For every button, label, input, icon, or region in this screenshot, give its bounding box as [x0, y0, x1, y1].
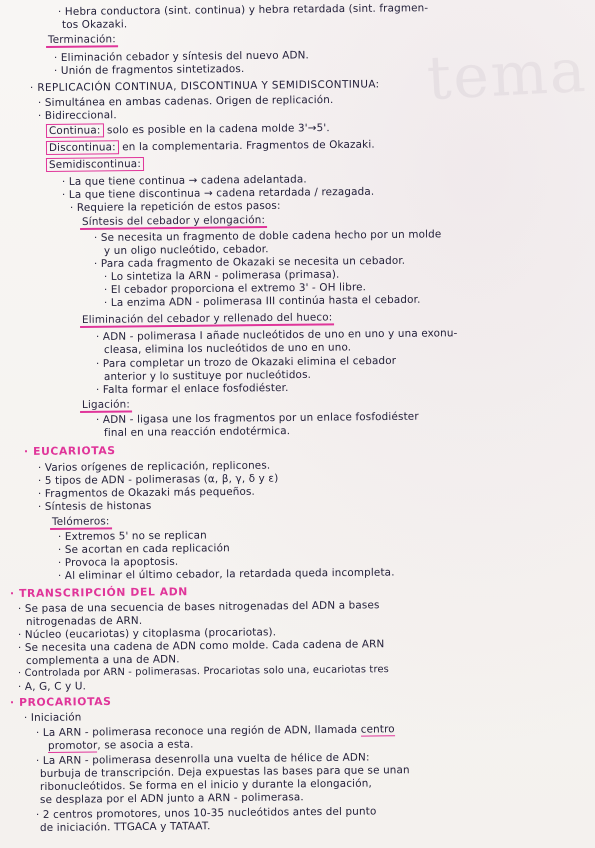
- line: nitrogenadas de ARN.: [25, 614, 143, 628]
- subheading-telomeros: Telómeros:: [50, 515, 112, 528]
- line: promotor, se asocia a esta.: [47, 738, 194, 752]
- line-semidiscontinua: [46, 158, 144, 171]
- line: · Requiere la repetición de estos pasos:: [69, 199, 281, 214]
- line: · A, G, C y U.: [17, 680, 87, 693]
- line: burbuja de transcripción. Deja expuestas las bases para que se unan: [39, 764, 410, 780]
- line: · Se necesita una cadena de ADN como molde. Cada cadena de ARN: [17, 638, 385, 654]
- line: se desplaza por el ADN junto a ARN - polimerasa.: [39, 791, 304, 806]
- section-eucariotas: · EUCARIOTAS: [23, 444, 116, 458]
- line: · Núcleo (eucariotas) y citoplasma (procariotas).: [17, 626, 277, 641]
- line: · Eliminación cebador y síntesis del nuevo ADN.: [53, 49, 310, 64]
- line: de iniciación. TTGACA y TATAAT.: [39, 820, 211, 834]
- line: · Extremos 5' no se replican: [57, 529, 207, 543]
- line: · Bidireccional.: [37, 109, 117, 122]
- line: · La que tiene continua → cadena adelantada.: [61, 173, 307, 188]
- line: · La enzima ADN - polimerasa III continúa hasta el cebador.: [103, 293, 421, 309]
- subheading-ligacion: Ligación:: [80, 398, 132, 411]
- line: · El cebador proporciona el extremo 3' - OH libre.: [103, 281, 367, 296]
- line: · Se acortan en cada replicación: [57, 542, 230, 556]
- line: cleasa, elimina los nucleótidos de uno en uno.: [103, 341, 352, 356]
- line-continua: Continua: solo es posible en la cadena molde 3'→5'.: [46, 122, 330, 137]
- bleed-through-text: tema: [424, 35, 589, 115]
- line: · Controlada por ARN - polimerasas. Procariotas solo una, eucariotas tres: [17, 664, 390, 679]
- line: · Al eliminar el último cebador, la retardada queda incompleta.: [57, 566, 395, 582]
- term-box: Semidiscontinua:: [46, 157, 144, 172]
- subheading-sintesis: Síntesis del cebador y elongación:: [80, 214, 267, 228]
- line: · Para cada fragmento de Okazaki se necesita un cebador.: [93, 254, 406, 270]
- subheading-iniciacion: · Iniciación: [23, 711, 82, 724]
- line: tos Okazaki.: [61, 18, 128, 31]
- section-heading: · REPLICACIÓN CONTINUA, DISCONTINUA Y SEMIDISCONTINUA:: [29, 78, 380, 94]
- line: anterior y lo sustituye por nucleótidos.: [103, 368, 312, 383]
- line: · Hebra conductora (sint. continua) y hebra retardada (sint. fragmen-: [57, 2, 429, 18]
- line: · La ARN - polimerasa reconoce una región de ADN, llamada centro: [35, 723, 395, 739]
- line-discontinua: Discontinua: en la complementaria. Fragmentos de Okazaki.: [46, 139, 375, 154]
- section-transcripcion: · TRANSCRIPCIÓN DEL ADN: [9, 585, 188, 600]
- line: · Falta formar el enlace fosfodiéster.: [95, 381, 289, 396]
- line: ribonucleótidos. Se forma en el inicio y durante la elongación,: [39, 777, 372, 793]
- line: · Provoca la apoptosis.: [57, 555, 179, 569]
- line: · Para completar un trozo de Okazaki elimina el cebador: [95, 354, 397, 370]
- term-box: Continua:: [46, 123, 104, 138]
- line: · Síntesis de histonas: [37, 499, 152, 513]
- line: · Fragmentos de Okazaki más pequeños.: [37, 485, 256, 500]
- line: · La ARN - polimerasa desenrolla una vuelta de hélice de ADN:: [35, 751, 370, 767]
- section-procariotas: · PROCARIOTAS: [9, 694, 112, 709]
- line: y un oligo nucleótido, cebador.: [103, 243, 269, 257]
- line: final en una reacción endotérmica.: [103, 425, 291, 439]
- line: · Simultánea en ambas cadenas. Origen de replicación.: [37, 93, 334, 109]
- line: · Se pasa de una secuencia de bases nitrogenadas del ADN a bases: [17, 599, 380, 615]
- subheading-eliminacion: Eliminación del cebador y rellenado del hueco:: [80, 311, 335, 326]
- line: · Lo sintetiza la ARN - polimerasa (primasa).: [103, 268, 340, 283]
- term-box: Discontinua:: [46, 140, 119, 155]
- line: complementa a una de ADN.: [25, 653, 180, 667]
- line: · ADN - polimerasa I añade nucleótidos de uno en uno y una exonu-: [95, 327, 458, 343]
- line: · Unión de fragmentos sintetizados.: [53, 63, 245, 77]
- line: · ADN - ligasa une los fragmentos por un enlace fosfodiéster: [95, 410, 419, 426]
- heading-terminacion: Terminación:: [46, 33, 118, 46]
- line: · Varios orígenes de replicación, replicones.: [37, 459, 271, 474]
- line: · La que tiene discontinua → cadena retardada / rezagada.: [61, 185, 375, 201]
- line: · 2 centros promotores, unos 10-35 nucleótidos antes del punto: [35, 805, 377, 821]
- line: · 5 tipos de ADN - polimerasas (α, β, γ, δ y ε): [37, 472, 279, 487]
- line: · Se necesita un fragmento de doble cadena hecho por un molde: [93, 228, 442, 244]
